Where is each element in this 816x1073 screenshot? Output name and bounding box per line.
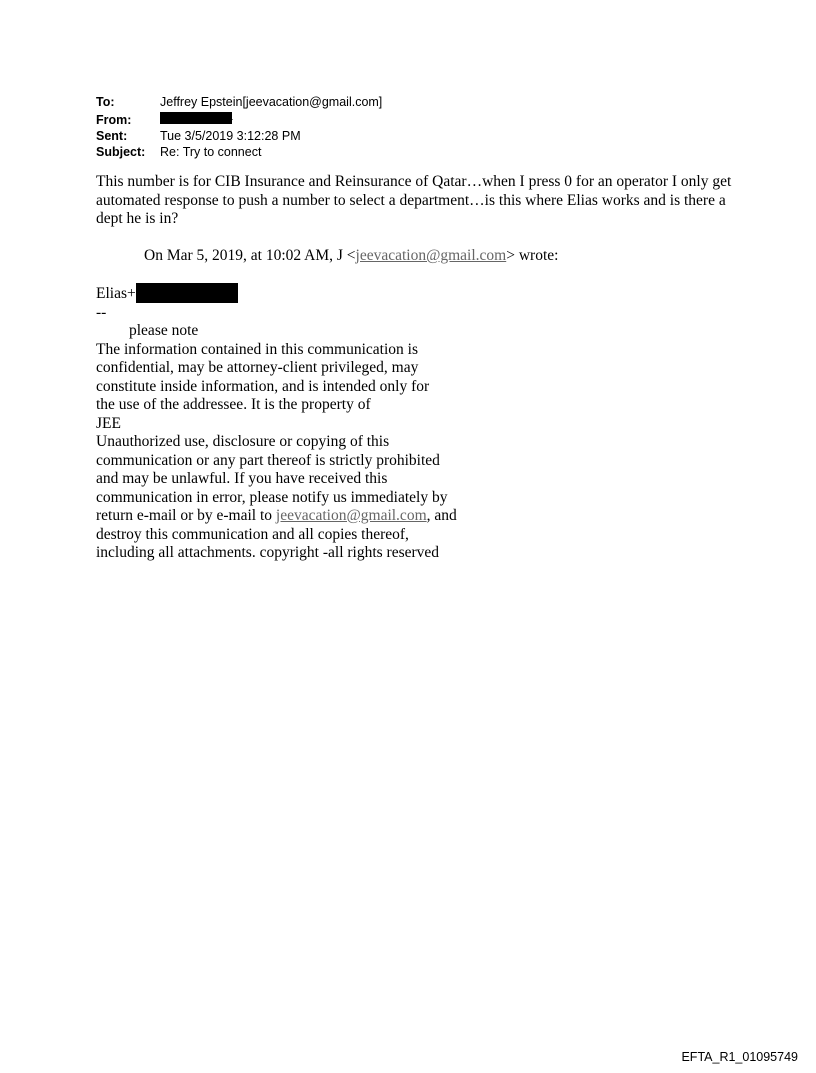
return-prefix: return e-mail or by e-mail to (96, 507, 276, 524)
return-email-link[interactable]: jeevacation@gmail.com (275, 507, 427, 524)
quote-prefix: On Mar 5, 2019, at 10:02 AM, J < (144, 247, 356, 264)
quoted-header (144, 247, 558, 266)
sent-row (96, 129, 382, 145)
disclaimer-line: Unauthorized use, disclosure or copying of this (96, 433, 390, 450)
subject-label: Subject: (96, 144, 146, 159)
message-paragraph: This number is for CIB Insurance and Reinsurance of Qatar…when I press 0 for an operator I only get automated response to push a number to select a department…is this where Elias works and is there a dept he is in? (96, 173, 732, 227)
to-row (96, 95, 382, 111)
disclaimer-line: The information contained in this communication is (96, 340, 418, 358)
subject-value: Re: Try to connect (160, 144, 262, 159)
disclaimer-line: the use of the addressee. It is the property of (96, 396, 371, 413)
from-label: From: (96, 112, 132, 127)
sent-label: Sent: (96, 129, 128, 143)
to-label: To: (96, 95, 115, 109)
disclaimer-line: communication in error, please notify us immediately by (96, 488, 448, 506)
sent-value: Tue 3/5/2019 3:12:28 PM (160, 129, 301, 143)
return-email-line (96, 507, 496, 526)
from-row (96, 111, 382, 130)
disclaimer-line: destroy this communication and all copies thereof, (96, 525, 409, 543)
elias-redaction (136, 283, 238, 303)
disclaimer-line: confidential, may be attorney-client privileged, may (96, 359, 419, 376)
to-value: Jeffrey Epstein[jeevacation@gmail.com] (160, 95, 383, 109)
disclaimer-line: including all attachments. copyright -all rights reserved (96, 544, 440, 561)
quote-email-link[interactable]: jeevacation@gmail.com (355, 247, 507, 264)
elias-text: Elias+ (96, 285, 136, 302)
disclaimer-line: and may be unlawful. If you have received this (96, 470, 388, 487)
disclaimer-line: constitute inside information, and is intended only for (96, 377, 430, 395)
from-tail: r (230, 115, 233, 126)
email-header (96, 95, 382, 160)
signature-block (96, 283, 496, 563)
document-id: EFTA_R1_01095749 (681, 1050, 798, 1064)
from-redaction (160, 112, 232, 124)
signature-dashes: -- (96, 303, 107, 321)
quote-suffix: > wrote: (506, 247, 559, 264)
elias-line (96, 283, 496, 304)
disclaimer-line: communication or any part thereof is strictly prohibited (96, 451, 440, 469)
subject-row (96, 145, 382, 161)
disclaimer-line: JEE (96, 414, 121, 432)
please-note: please note (129, 322, 199, 339)
return-suffix: , and (426, 507, 457, 524)
